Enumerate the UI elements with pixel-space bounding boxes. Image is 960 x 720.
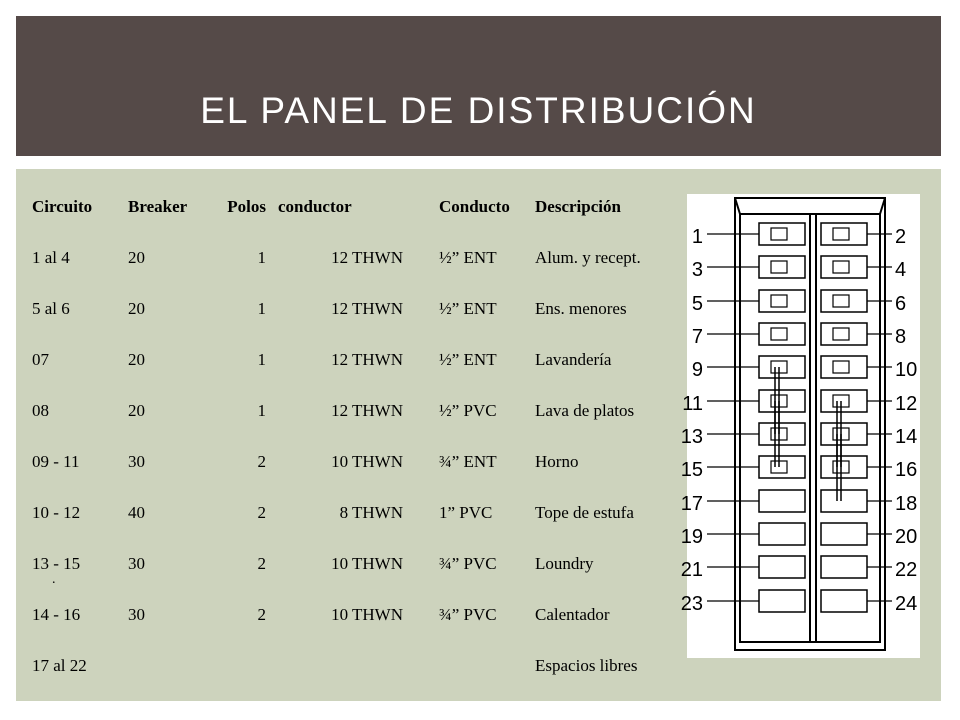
circuit-number-left: 3	[691, 259, 703, 281]
table-row	[32, 334, 675, 385]
cell-polos: 2	[257, 451, 266, 471]
cell-conductor: 12 THWN	[331, 247, 403, 267]
breaker-slot	[759, 290, 805, 312]
cell-conducto: 1” PVC	[439, 502, 493, 522]
cell-conductor: 12 THWN	[331, 298, 403, 318]
cell-conducto: ¾” PVC	[439, 553, 497, 573]
table-row	[32, 385, 675, 436]
cell-conductor	[266, 640, 439, 691]
table-row	[32, 232, 675, 283]
center-bus	[810, 214, 816, 642]
circuit-number-left: 23	[680, 593, 703, 615]
cell-polos: 1	[257, 400, 266, 420]
cell-breaker: 30	[128, 604, 145, 624]
cell-conducto	[439, 640, 535, 691]
circuit-number-left: 9	[691, 359, 703, 381]
circuit-number-left: 19	[680, 526, 703, 548]
cell-polos	[206, 640, 266, 691]
cell-breaker: 40	[128, 502, 145, 522]
cell-descripcion: Tope de estufa	[535, 502, 634, 522]
circuit-number-right: 2	[895, 226, 907, 248]
cell-circuito: 07	[32, 349, 49, 369]
circuit-number-left: 7	[691, 326, 703, 348]
panel-diagram	[680, 194, 920, 658]
cell-conductor: 10 THWN	[331, 604, 403, 624]
breaker-slot	[759, 556, 805, 578]
cell-polos: 1	[257, 349, 266, 369]
circuit-number-left: 11	[682, 393, 703, 415]
table-row	[32, 436, 675, 487]
circuit-number-right: 18	[895, 493, 918, 515]
circuit-number-right: 12	[895, 393, 918, 415]
cell-circuito: 09 - 11	[32, 451, 80, 471]
circuit-number-left: 15	[680, 459, 703, 481]
breaker-slot	[821, 390, 867, 412]
breaker-slot	[759, 423, 805, 445]
cell-conducto: ½” ENT	[439, 349, 497, 369]
circuit-number-right: 22	[895, 559, 918, 581]
cell-descripcion: Alum. y recept.	[535, 247, 641, 267]
circuit-number-left: 1	[691, 226, 703, 248]
breaker-slot	[821, 490, 867, 512]
cell-descripcion: Lavandería	[535, 349, 612, 369]
breaker-slot	[821, 523, 867, 545]
circuit-number-left: 13	[680, 426, 703, 448]
header-descripcion: Descripción	[535, 196, 621, 216]
cell-circuito: 13 - 15	[32, 553, 81, 573]
cell-polos: 2	[257, 604, 266, 624]
cell-conductor: 12 THWN	[331, 400, 403, 420]
circuit-number-right: 24	[895, 593, 918, 615]
breaker-slot	[759, 390, 805, 412]
header-conductor: conductor	[278, 196, 352, 216]
breaker-slot	[759, 323, 805, 345]
breaker-slot	[759, 456, 805, 478]
circuit-number-right: 14	[895, 426, 918, 448]
table-row	[32, 640, 675, 691]
circuit-number-right: 16	[895, 459, 918, 481]
cell-circuito: 10 - 12	[32, 502, 81, 522]
breaker-slot	[821, 290, 867, 312]
table-row	[32, 283, 675, 334]
circuit-number-left: 21	[680, 559, 703, 581]
cell-descripcion: Lava de platos	[535, 400, 635, 420]
cell-conducto: ½” ENT	[439, 247, 497, 267]
circuit-number-left: 5	[691, 293, 703, 315]
cell-polos: 2	[257, 502, 266, 522]
cell-breaker	[128, 640, 206, 691]
cell-breaker: 30	[128, 451, 145, 471]
cell-conducto: ¾” PVC	[439, 604, 497, 624]
cell-conducto: ½” PVC	[439, 400, 497, 420]
table-row	[32, 487, 675, 538]
breaker-slot	[821, 456, 867, 478]
breaker-slot	[759, 356, 805, 378]
circuit-number-right: 10	[895, 359, 918, 381]
cell-conducto: ½” ENT	[439, 298, 497, 318]
circuit-table	[32, 181, 675, 691]
breaker-slot	[821, 223, 867, 245]
cell-breaker: 20	[128, 349, 145, 369]
breaker-slot	[821, 323, 867, 345]
circuit-number-right: 4	[895, 259, 907, 281]
breaker-slot	[821, 256, 867, 278]
circuit-number-right: 8	[895, 326, 907, 348]
cell-conducto: ¾” ENT	[439, 451, 497, 471]
cell-breaker: 20	[128, 400, 145, 420]
cell-polos: 1	[257, 298, 266, 318]
table-row	[32, 538, 675, 589]
circuit-number-right: 6	[895, 293, 907, 315]
cell-conductor: 8 THWN	[339, 502, 403, 522]
circuit-number-left: 17	[680, 493, 703, 515]
breaker-slot	[821, 556, 867, 578]
breaker-slot	[759, 523, 805, 545]
breaker-slot	[759, 223, 805, 245]
breaker-slot	[759, 256, 805, 278]
table-header-row	[32, 181, 675, 232]
header-polos: Polos	[227, 196, 266, 216]
header-circuito: Circuito	[32, 196, 93, 216]
cell-descripcion: Ens. menores	[535, 298, 627, 318]
header-breaker: Breaker	[128, 196, 188, 216]
cell-descripcion: Espacios libres	[535, 655, 638, 675]
cell-conductor: 10 THWN	[331, 553, 403, 573]
cell-breaker: 20	[128, 247, 145, 267]
cell-circuito: 17 al 22	[32, 655, 87, 675]
breaker-slot	[821, 423, 867, 445]
breaker-slot	[821, 356, 867, 378]
cell-circuito: 08	[32, 400, 49, 420]
cell-descripcion: Calentador	[535, 604, 610, 624]
page-title: EL PANEL DE DISTRIBUCIÓN	[200, 90, 757, 131]
cell-circuito: 14 - 16	[32, 604, 81, 624]
cell-breaker: 20	[128, 298, 145, 318]
cell-conductor: 12 THWN	[331, 349, 403, 369]
breaker-slot	[759, 490, 805, 512]
cell-polos: 1	[257, 247, 266, 267]
table-row	[32, 589, 675, 640]
cell-descripcion: Loundry	[535, 553, 594, 573]
cell-descripcion: Horno	[535, 451, 579, 471]
breaker-slot	[759, 590, 805, 612]
cell-polos: 2	[257, 553, 266, 573]
stray-mark: .	[52, 572, 56, 587]
circuit-number-right: 20	[895, 526, 918, 548]
breaker-slot	[821, 590, 867, 612]
cell-circuito: 1 al 4	[32, 247, 70, 267]
cell-circuito: 5 al 6	[32, 298, 70, 318]
cell-conductor: 10 THWN	[331, 451, 403, 471]
header-conducto: Conducto	[439, 196, 510, 216]
cell-breaker: 30	[128, 553, 145, 573]
title-bar	[16, 16, 941, 156]
